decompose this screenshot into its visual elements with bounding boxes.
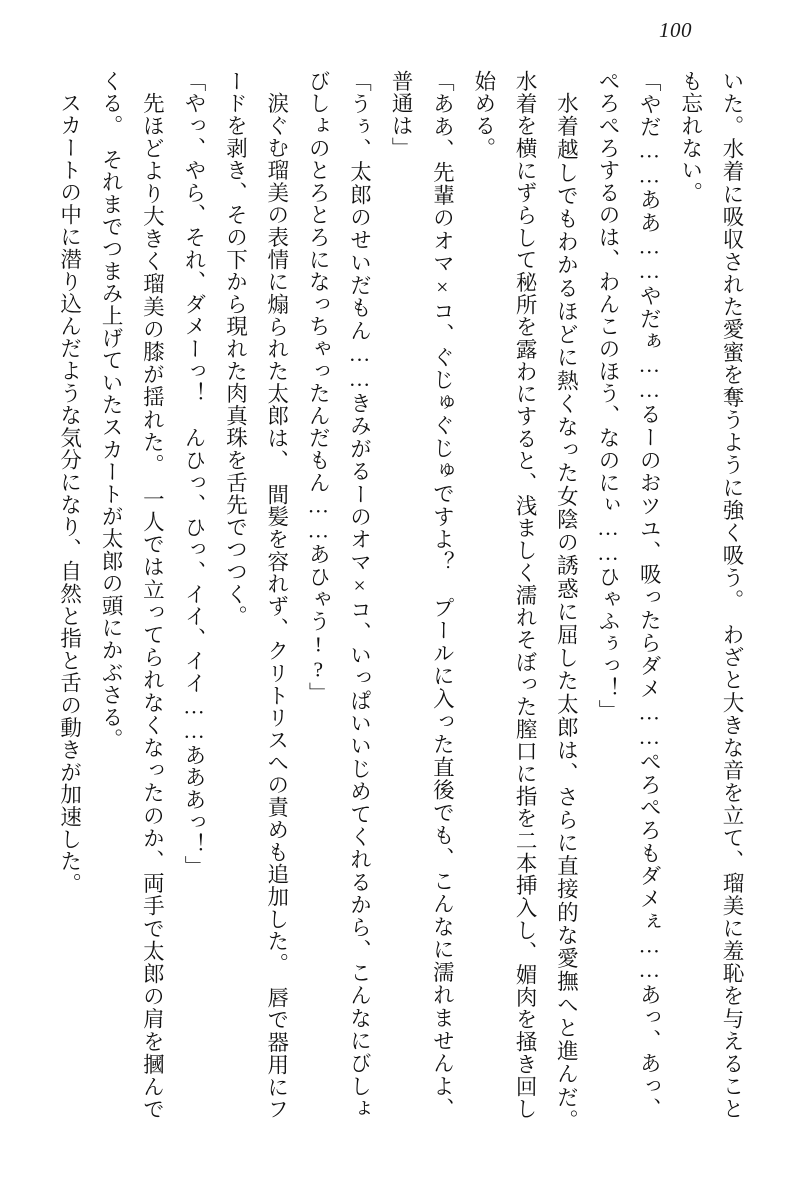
paragraph: 先ほどより大きく瑠美の膝が揺れた。 一人では立ってられなくなったのか、両手で太郎の肩を摑んでくる。 それまでつまみ上げていたスカートが太郎の頭にかぶさる。 <box>99 70 165 1120</box>
paragraph: 「やだ……ああ……やだぁ……るーのおツユ、吸ったらダメ……ぺろぺろもダメぇ……あっ、あっ、ぺろぺろするのは、わんこのほう、なのにぃ……ひゃふぅっ！」 <box>595 70 662 1120</box>
paragraph: 「うぅ、太郎のせいだもん……きみがるーのオマ×コ、いっぱいいじめてくれるから、こんなにびしょびしょのとろとろになっちゃったんだもん……あひゃう!?」 <box>306 70 372 1120</box>
paragraph: 水着越しでもわかるほどに熱くなった女陰の誘惑に屈した太郎は、さらに直接的な愛撫へと進んだ。 水着を横にずらして秘所を露わにすると、浅ましく濡れそぼった膣口に指を二本挿入し、媚肉を掻き回し始める。 <box>471 70 579 1143</box>
page-number: 100 <box>659 18 692 42</box>
paragraph: スカートの中に潜り込んだような気分になり、自然と指と舌の動きが加速した。 <box>57 91 82 895</box>
paragraph: 「やっ、やら、それ、ダメーっ！ んひっ、ひっ、イイ、イイ……あああっ！」 <box>181 70 206 878</box>
paragraph: 「ああ、先輩のオマ×コ、ぐじゅぐじゅですよ？ プールに入った直後でも、こんなに濡れませんよ、普通は」 <box>389 70 455 1120</box>
vertical-text-body <box>48 70 752 1143</box>
paragraph: 涙ぐむ瑠美の表情に煽られた太郎は、 間髪を容れず、クリトリスへの責めも追加した。 唇で器用にフードを剥き、その下から現れた肉真珠を舌先でつつく。 <box>223 70 289 1120</box>
paragraph: いた。水着に吸収された愛蜜を奪うように強く吸う。 わざと大きな音を立て、瑠美に羞恥を与えることも忘れない。 <box>678 70 744 1120</box>
